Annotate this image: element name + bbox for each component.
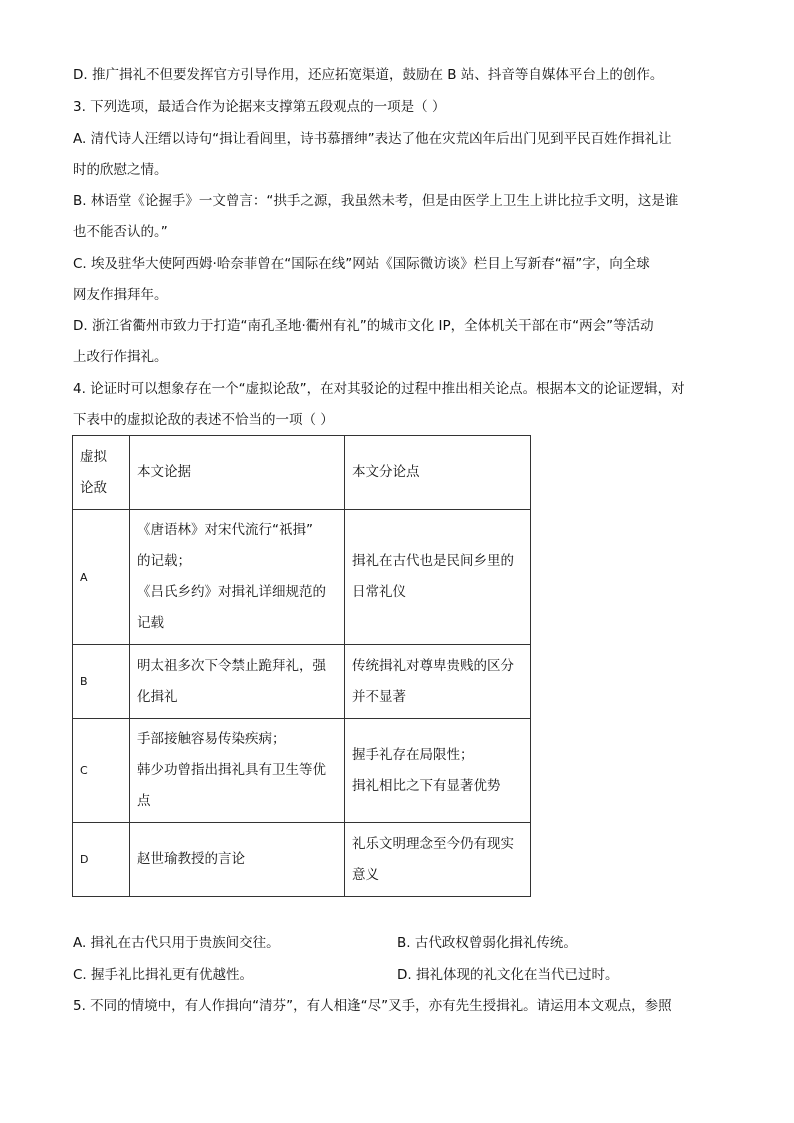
question-3: 3. 下列选项，最适合作为论据来支撑第五段观点的一项是（ ） — [73, 99, 446, 115]
row-evidence: 《唐语林》对宋代流行“祇揖” 的记载； 《吕氏乡约》对揖礼详细规范的 记载 — [130, 510, 345, 645]
row-label: D — [73, 823, 130, 897]
table-row — [73, 510, 531, 645]
text-line: 网友作揖拜年。 — [73, 287, 168, 303]
argument-table — [72, 435, 531, 897]
row-evidence: 手部接触容易传染疾病； 韩少功曾指出揖礼具有卫生等优 点 — [130, 719, 345, 823]
row-label: C — [73, 719, 130, 823]
text-line: 下表中的虚拟论敌的表述不恰当的一项（ ） — [73, 412, 334, 428]
table-header: 本文分论点 — [345, 436, 531, 510]
row-label: A — [73, 510, 130, 645]
text-line: 也不能否认的。” — [73, 224, 168, 240]
text-line: C. 埃及驻华大使阿西姆·哈奈菲曾在“国际在线”网站《国际微访谈》栏目上写新春“福”字，向全球 — [73, 256, 650, 272]
text-line: D. 推广揖礼不但要发挥官方引导作用，还应拓宽渠道，鼓励在 B 站、抖音等自媒体平台上的创作。 — [73, 67, 664, 83]
row-evidence: 赵世瑜教授的言论 — [130, 823, 345, 897]
text-line: 时的欣慰之情。 — [73, 162, 168, 178]
text-line: D. 浙江省衢州市致力于打造“南孔圣地·衢州有礼”的城市文化 IP，全体机关干部在市“两会”等活动 — [73, 318, 654, 334]
question-4: 4. 论证时可以想象存在一个“虚拟论敌”，在对其驳论的过程中推出相关论点。根据本文的论证逻辑，对 — [73, 381, 685, 397]
row-point: 传统揖礼对尊卑贵贱的区分 并不显著 — [345, 645, 531, 719]
table-header: 本文论据 — [130, 436, 345, 510]
text-line: A. 清代诗人汪缙以诗句“揖让看闾里，诗书慕搢绅”表达了他在灾荒凶年后出门见到平民百姓作揖礼让 — [73, 131, 672, 147]
table-header: 虚拟 论敌 — [73, 436, 130, 510]
option-d: D. 揖礼体现的礼文化在当代已过时。 — [397, 967, 619, 983]
row-label: B — [73, 645, 130, 719]
text-line: B. 林语堂《论握手》一文曾言：“拱手之源，我虽然未考，但是由医学上卫生上讲比拉手文明，这是谁 — [73, 193, 679, 209]
table-row — [73, 719, 531, 823]
option-c: C. 握手礼比揖礼更有优越性。 — [73, 967, 254, 983]
table-row — [73, 823, 531, 897]
question-5: 5. 不同的情境中，有人作揖向“清芬”，有人相逢“尽”叉手，亦有先生授揖礼。请运用本文观点，参照 — [73, 998, 672, 1014]
text-line: 上改行作揖礼。 — [73, 349, 168, 365]
row-point: 揖礼在古代也是民间乡里的 日常礼仪 — [345, 510, 531, 645]
row-point: 礼乐文明理念至今仍有现实 意义 — [345, 823, 531, 897]
row-evidence: 明太祖多次下令禁止跪拜礼，强 化揖礼 — [130, 645, 345, 719]
row-point: 握手礼存在局限性； 揖礼相比之下有显著优势 — [345, 719, 531, 823]
option-a: A. 揖礼在古代只用于贵族间交往。 — [73, 935, 280, 951]
table-header-row — [73, 436, 531, 510]
option-b: B. 古代政权曾弱化揖礼传统。 — [397, 935, 577, 951]
table-row — [73, 645, 531, 719]
